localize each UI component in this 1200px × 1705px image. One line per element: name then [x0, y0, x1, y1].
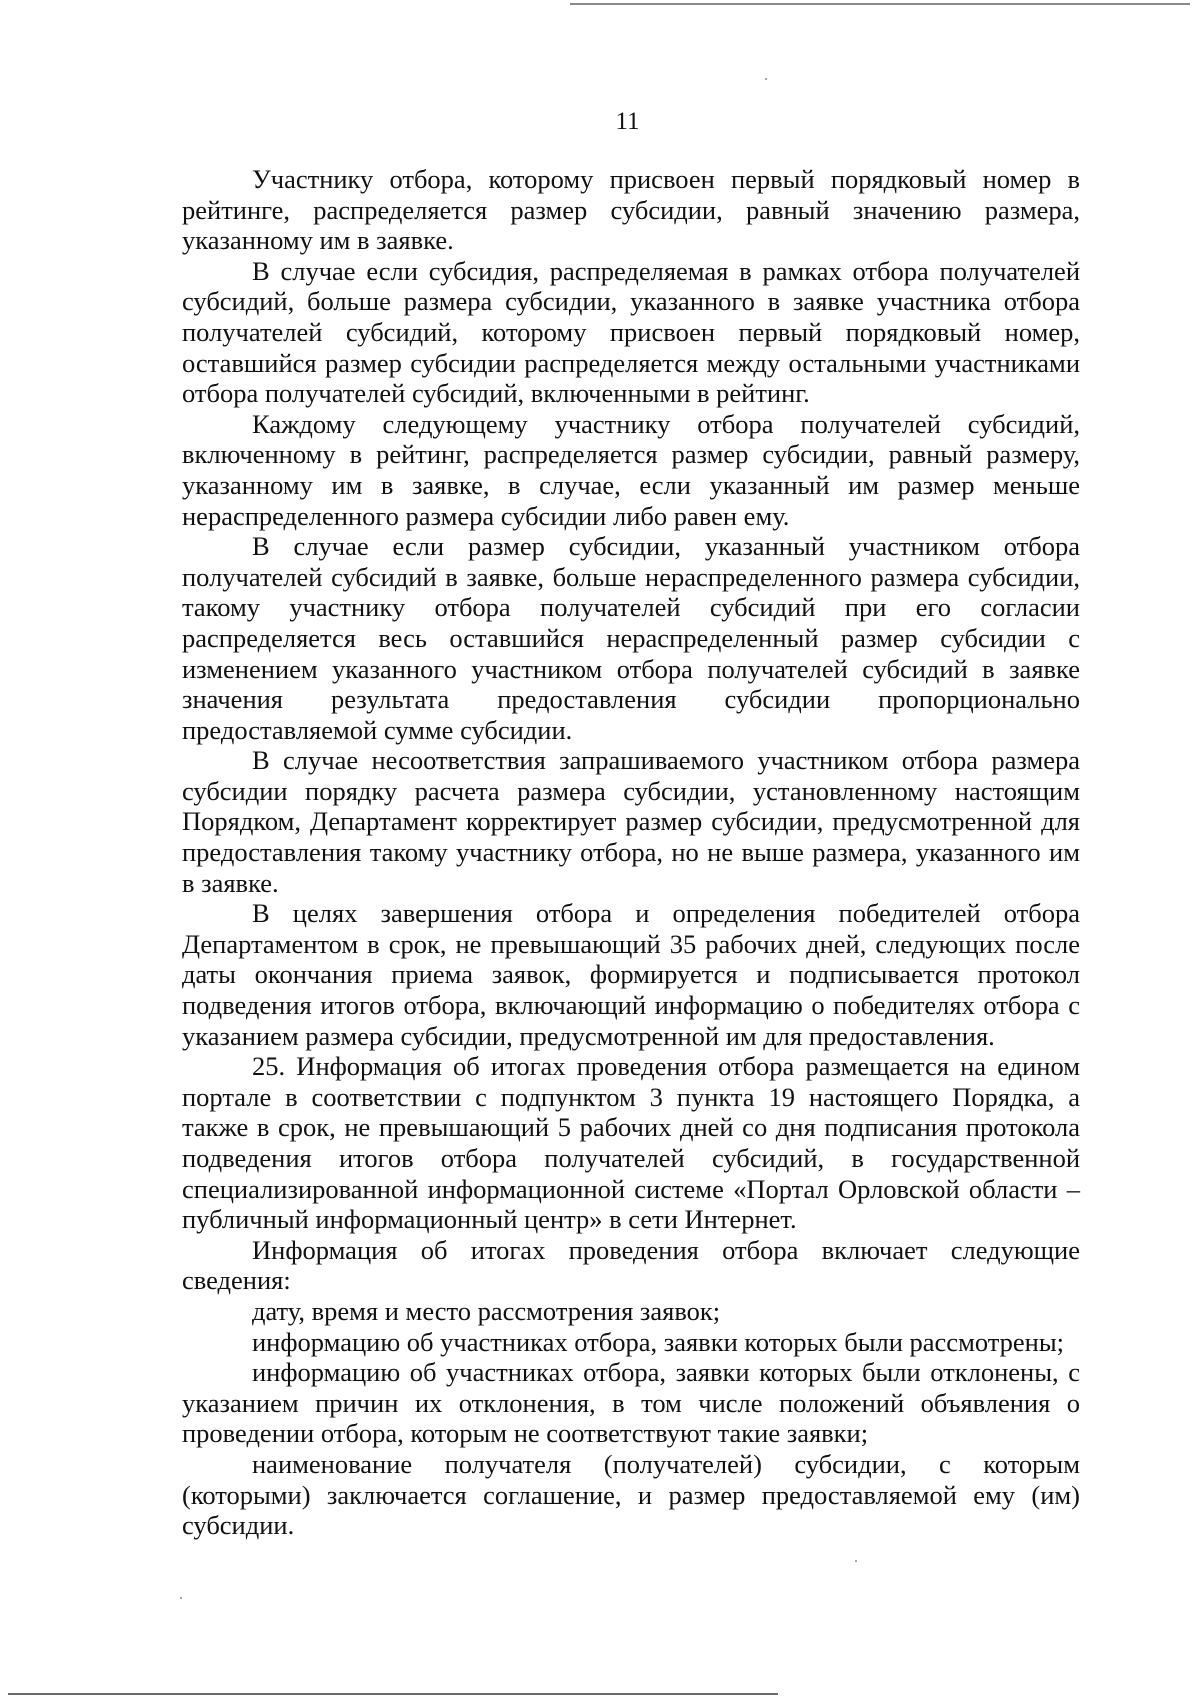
scan-speck [855, 1560, 857, 1562]
list-item: информацию об участниках отбора, заявки которых были отклонены, с указанием причин их отклонения, в том числе положений объявления о проведении отбора, которым не соответствуют такие заявки; [182, 1357, 1080, 1449]
list-item: наименование получателя (получателей) субсидии, с которым (которыми) заключается соглашение, и размер предоставляемой ему (им) субсидии. [182, 1448, 1080, 1541]
scan-edge-line-top [570, 3, 1190, 5]
list-item: информацию об участниках отбора, заявки которых были рассмотрены; [252, 1326, 1065, 1357]
paragraph: 25. Информация об итогах проведения отбора размещается на едином портале в соответствии с подпунктом 3 пункта 19 настоящего Порядка, а также в срок, не превышающий 5 рабочих дней со дня подписания протокола подведения итогов отбора получателей субсидий, в государственной специализированной информационной системе «Портал Орловской области – публичный информационный центр» в сети Интернет. [182, 1051, 1080, 1235]
paragraph: В случае если размер субсидии, указанный участником отбора получателей субсидий в заявке, больше нераспределенного размера субсидии, такому участнику отбора получателей субсидий при его согласии распределяется весь оставшийся нераспределенный размер субсидии с изменением указанного участником отбора получателей субсидий в заявке значения результата предоставления субсидии пропорционально предоставляемой сумме субсидии. [182, 531, 1080, 745]
scan-speck [765, 78, 767, 80]
page-number: 11 [615, 108, 640, 135]
paragraph: В случае несоответствия запрашиваемого участником отбора размера субсидии порядку расчета размера субсидии, установленному настоящим Порядком, Департамент корректирует размер субсидии, предусмотренной для предоставления такому участнику отбора, но не выше размера, указанного им в заявке. [182, 745, 1080, 898]
scan-edge-line-bottom [8, 1693, 778, 1695]
document-body [182, 164, 1080, 1541]
paragraph: В целях завершения отбора и определения победителей отбора Департаментом в срок, не превышающий 35 рабочих дней, следующих после даты окончания приема заявок, формируется и подписывается протокол подведения итогов отбора, включающий информацию о победителях отбора с указанием размера субсидии, предусмотренной им для предоставления. [182, 898, 1080, 1051]
scan-speck [180, 1597, 182, 1599]
paragraph: Участнику отбора, которому присвоен первый порядковый номер в рейтинге, распределяется размер субсидии, равный значению размера, указанному им в заявке. [182, 164, 1080, 256]
paragraph: Каждому следующему участнику отбора получателей субсидий, включенному в рейтинг, распределяется размер субсидии, равный размеру, указанному им в заявке, в случае, если указанный им размер меньше нераспределенного размера субсидии либо равен ему. [182, 408, 1080, 531]
paragraph: Информация об итогах проведения отбора включает следующие сведения: [182, 1234, 1080, 1296]
list-item: дату, время и место рассмотрения заявок; [252, 1295, 721, 1326]
paragraph: В случае если субсидия, распределяемая в рамках отбора получателей субсидий, больше размера субсидии, указанного в заявке участника отбора получателей субсидий, которому присвоен первый порядковый номер, оставшийся размер субсидии распределяется между остальными участниками отбора получателей субсидий, включенными в рейтинг. [182, 255, 1080, 409]
